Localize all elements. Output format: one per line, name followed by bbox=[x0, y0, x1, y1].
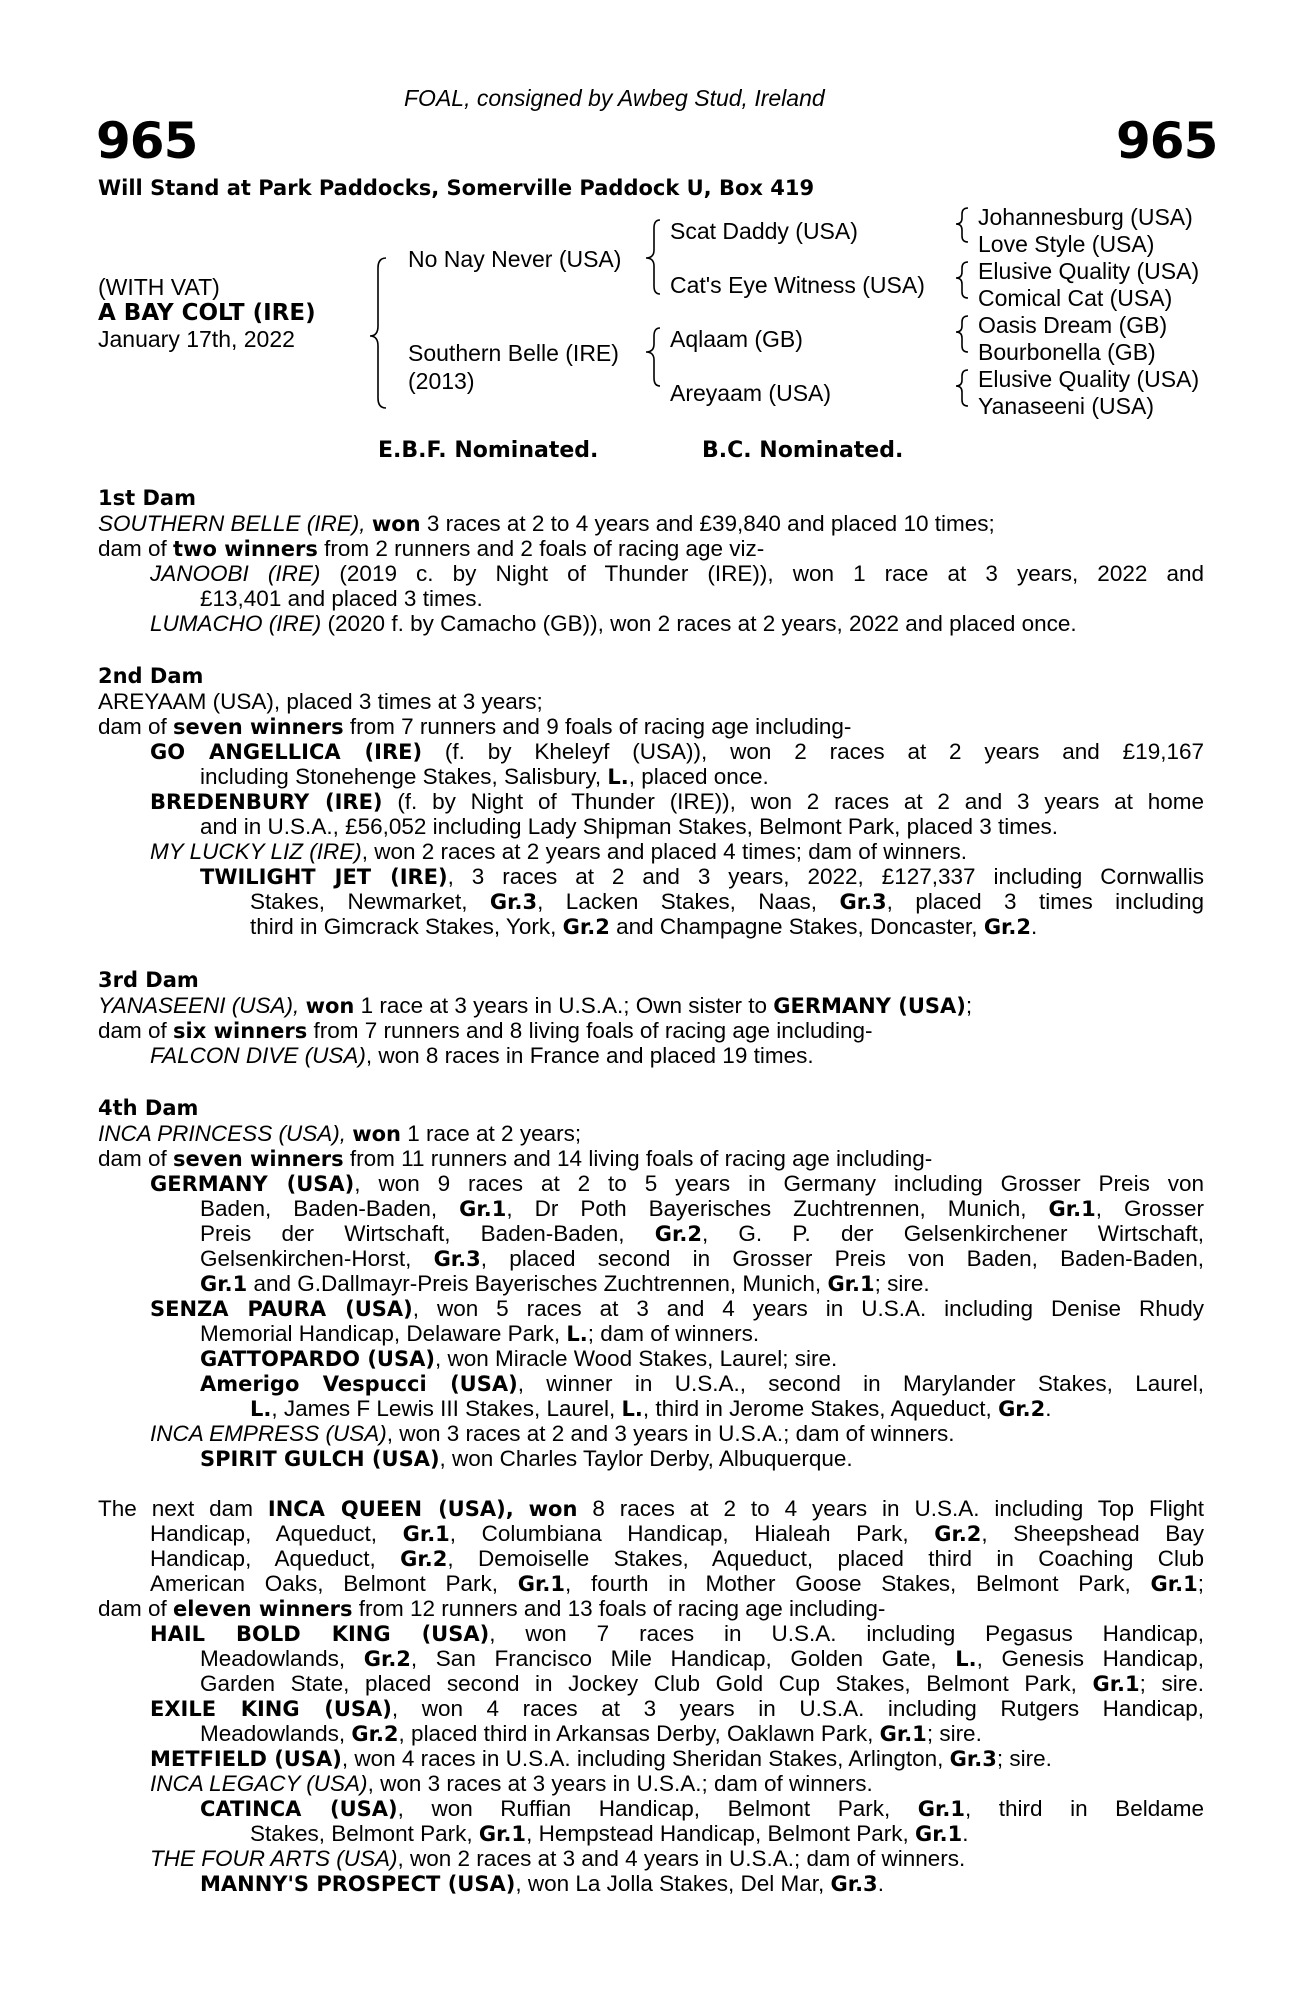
second-dam-line-2: dam of seven winners from 7 runners and 9 foals of racing age including- bbox=[98, 714, 852, 739]
fourth-dam-line-7: Gr.1 and G.Dallmayr-Preis Bayerisches Zuchtrennen, Munich, Gr.1; sire. bbox=[200, 1271, 930, 1296]
second-dam-line-4: including Stonehenge Stakes, Salisbury, L., placed once. bbox=[200, 764, 769, 789]
second-dam-heading: 2nd Dam bbox=[98, 664, 204, 688]
third-dam-line-2: dam of six winners from 7 runners and 8 living foals of racing age including- bbox=[98, 1018, 873, 1043]
first-dam-line-3: JANOOBI (IRE) (2019 c. by Night of Thunder (IRE)), won 1 race at 3 years, 2022 and bbox=[150, 561, 1204, 586]
first-dam-heading: 1st Dam bbox=[98, 486, 196, 510]
next-dam-line-7: Meadowlands, Gr.2, San Francisco Mile Handicap, Golden Gate, L., Genesis Handicap, bbox=[200, 1646, 1204, 1671]
fourth-dam-line-14: SPIRIT GULCH (USA), won Charles Taylor Derby, Albuquerque. bbox=[200, 1446, 853, 1471]
second-dam-line-9: Stakes, Newmarket, Gr.3, Lacken Stakes, Naas, Gr.3, placed 3 times including bbox=[250, 889, 1204, 914]
ggp-1: Johannesburg (USA) bbox=[978, 204, 1193, 230]
horse-dob: January 17th, 2022 bbox=[98, 326, 295, 352]
ggp-5: Oasis Dream (GB) bbox=[978, 312, 1168, 338]
second-dam-line-1: AREYAAM (USA), placed 3 times at 3 years; bbox=[98, 689, 543, 714]
dam-year: (2013) bbox=[408, 368, 475, 394]
second-dam-line-8: TWILIGHT JET (IRE), 3 races at 2 and 3 years, 2022, £127,337 including Cornwallis bbox=[200, 864, 1204, 889]
fourth-dam-line-9: Memorial Handicap, Delaware Park, L.; dam of winners. bbox=[200, 1321, 760, 1346]
next-dam-line-8: Garden State, placed second in Jockey Club Gold Cup Stakes, Belmont Park, Gr.1; sire. bbox=[200, 1671, 1205, 1696]
fourth-dam-line-3: GERMANY (USA), won 9 races at 2 to 5 years in Germany including Grosser Preis von bbox=[150, 1171, 1204, 1196]
third-dam-heading: 3rd Dam bbox=[98, 968, 199, 992]
fourth-dam-line-13: INCA EMPRESS (USA), won 3 races at 2 and 3 years in U.S.A.; dam of winners. bbox=[150, 1421, 955, 1446]
fourth-dam-line-10: GATTOPARDO (USA), won Miracle Wood Stakes, Laurel; sire. bbox=[200, 1346, 838, 1371]
fourth-dam-line-2: dam of seven winners from 11 runners and 14 living foals of racing age including- bbox=[98, 1146, 933, 1171]
fourth-dam-line-11: Amerigo Vespucci (USA), winner in U.S.A., second in Marylander Stakes, Laurel, bbox=[200, 1371, 1205, 1396]
ebf-nominated: E.B.F. Nominated. bbox=[378, 438, 599, 463]
second-dam-line-10: third in Gimcrack Stakes, York, Gr.2 and Champagne Stakes, Doncaster, Gr.2. bbox=[250, 914, 1038, 939]
next-dam-line-6: HAIL BOLD KING (USA), won 7 races in U.S.A. including Pegasus Handicap, bbox=[150, 1621, 1204, 1646]
consignor-line: FOAL, consigned by Awbeg Stud, Ireland bbox=[404, 85, 825, 111]
second-dam-line-5: BREDENBURY (IRE) (f. by Night of Thunder (IRE)), won 2 races at 2 and 3 years at home bbox=[150, 789, 1204, 814]
sire-sire: Scat Daddy (USA) bbox=[670, 218, 858, 244]
lot-number-left: 965 bbox=[96, 112, 198, 170]
dam-sire: Aqlaam (GB) bbox=[670, 326, 803, 352]
fourth-dam-line-1: INCA PRINCESS (USA), won 1 race at 2 years; bbox=[98, 1121, 582, 1146]
dam-dam: Areyaam (USA) bbox=[670, 380, 832, 406]
first-dam-line-5: LUMACHO (IRE) (2020 f. by Camacho (GB)), won 2 races at 2 years, 2022 and placed once. bbox=[150, 611, 1077, 636]
ggp-7: Elusive Quality (USA) bbox=[978, 366, 1200, 392]
ggp-2: Love Style (USA) bbox=[978, 231, 1155, 257]
second-dam-line-3: GO ANGELLICA (IRE) (f. by Kheleyf (USA)), won 2 races at 2 years and £19,167 bbox=[150, 739, 1204, 764]
third-dam-line-3: FALCON DIVE (USA), won 8 races in France and placed 19 times. bbox=[150, 1043, 814, 1068]
sire-name: No Nay Never (USA) bbox=[408, 246, 622, 272]
next-dam-line-13: CATINCA (USA), won Ruffian Handicap, Belmont Park, Gr.1, third in Beldame bbox=[200, 1796, 1204, 1821]
fourth-dam-heading: 4th Dam bbox=[98, 1096, 199, 1120]
bc-nominated: B.C. Nominated. bbox=[702, 438, 904, 463]
second-dam-line-6: and in U.S.A., £56,052 including Lady Shipman Stakes, Belmont Park, placed 3 times. bbox=[200, 814, 1058, 839]
next-dam-line-3: Handicap, Aqueduct, Gr.2, Demoiselle Stakes, Aqueduct, placed third in Coaching Club bbox=[150, 1546, 1204, 1571]
next-dam-line-4: American Oaks, Belmont Park, Gr.1, fourth in Mother Goose Stakes, Belmont Park, Gr.1; bbox=[150, 1571, 1205, 1596]
next-dam-line-5: dam of eleven winners from 12 runners and 13 foals of racing age including- bbox=[98, 1596, 886, 1621]
ggp-8: Yanaseeni (USA) bbox=[978, 393, 1154, 419]
fourth-dam-line-8: SENZA PAURA (USA), won 5 races at 3 and 4 years in U.S.A. including Denise Rhudy bbox=[150, 1296, 1204, 1321]
next-dam-line-1: The next dam INCA QUEEN (USA), won 8 races at 2 to 4 years in U.S.A. including Top Flight bbox=[98, 1496, 1204, 1521]
second-dam-line-7: MY LUCKY LIZ (IRE), won 2 races at 2 years and placed 4 times; dam of winners. bbox=[150, 839, 968, 864]
lot-number-right: 965 bbox=[1116, 112, 1218, 170]
ggp-4: Comical Cat (USA) bbox=[978, 285, 1173, 311]
next-dam-line-10: Meadowlands, Gr.2, placed third in Arkansas Derby, Oaklawn Park, Gr.1; sire. bbox=[200, 1721, 982, 1746]
next-dam-line-2: Handicap, Aqueduct, Gr.1, Columbiana Handicap, Hialeah Park, Gr.2, Sheepshead Bay bbox=[150, 1521, 1204, 1546]
first-dam-line-1: SOUTHERN BELLE (IRE), won 3 races at 2 to 4 years and £39,840 and placed 10 times; bbox=[98, 511, 995, 536]
fourth-dam-line-6: Gelsenkirchen-Horst, Gr.3, placed second in Grosser Preis von Baden, Baden-Baden, bbox=[200, 1246, 1204, 1271]
horse-name: A BAY COLT (IRE) bbox=[98, 300, 316, 326]
next-dam-line-11: METFIELD (USA), won 4 races in U.S.A. including Sheridan Stakes, Arlington, Gr.3; sire. bbox=[150, 1746, 1052, 1771]
first-dam-line-4: £13,401 and placed 3 times. bbox=[200, 586, 483, 611]
next-dam-line-15: THE FOUR ARTS (USA), won 2 races at 3 and 4 years in U.S.A.; dam of winners. bbox=[150, 1846, 966, 1871]
dam-name: Southern Belle (IRE) bbox=[408, 340, 619, 366]
ggp-3: Elusive Quality (USA) bbox=[978, 258, 1200, 284]
stand-location: Will Stand at Park Paddocks, Somerville Paddock U, Box 419 bbox=[98, 176, 815, 200]
next-dam-line-12: INCA LEGACY (USA), won 3 races at 3 years in U.S.A.; dam of winners. bbox=[150, 1771, 873, 1796]
next-dam-line-14: Stakes, Belmont Park, Gr.1, Hempstead Handicap, Belmont Park, Gr.1. bbox=[250, 1821, 969, 1846]
vat-label: (WITH VAT) bbox=[98, 274, 220, 300]
fourth-dam-line-5: Preis der Wirtschaft, Baden-Baden, Gr.2, G. P. der Gelsenkirchener Wirtschaft, bbox=[200, 1221, 1204, 1246]
first-dam-line-2: dam of two winners from 2 runners and 2 foals of racing age viz- bbox=[98, 536, 765, 561]
fourth-dam-line-12: L., James F Lewis III Stakes, Laurel, L., third in Jerome Stakes, Aqueduct, Gr.2. bbox=[250, 1396, 1052, 1421]
sire-dam: Cat's Eye Witness (USA) bbox=[670, 272, 925, 298]
fourth-dam-line-4: Baden, Baden-Baden, Gr.1, Dr Poth Bayerisches Zuchtrennen, Munich, Gr.1, Grosser bbox=[200, 1196, 1204, 1221]
ggp-6: Bourbonella (GB) bbox=[978, 339, 1156, 365]
next-dam-line-9: EXILE KING (USA), won 4 races at 3 years in U.S.A. including Rutgers Handicap, bbox=[150, 1696, 1204, 1721]
next-dam-line-16: MANNY'S PROSPECT (USA), won La Jolla Stakes, Del Mar, Gr.3. bbox=[200, 1871, 884, 1896]
third-dam-line-1: YANASEENI (USA), won 1 race at 3 years in U.S.A.; Own sister to GERMANY (USA); bbox=[98, 993, 973, 1018]
